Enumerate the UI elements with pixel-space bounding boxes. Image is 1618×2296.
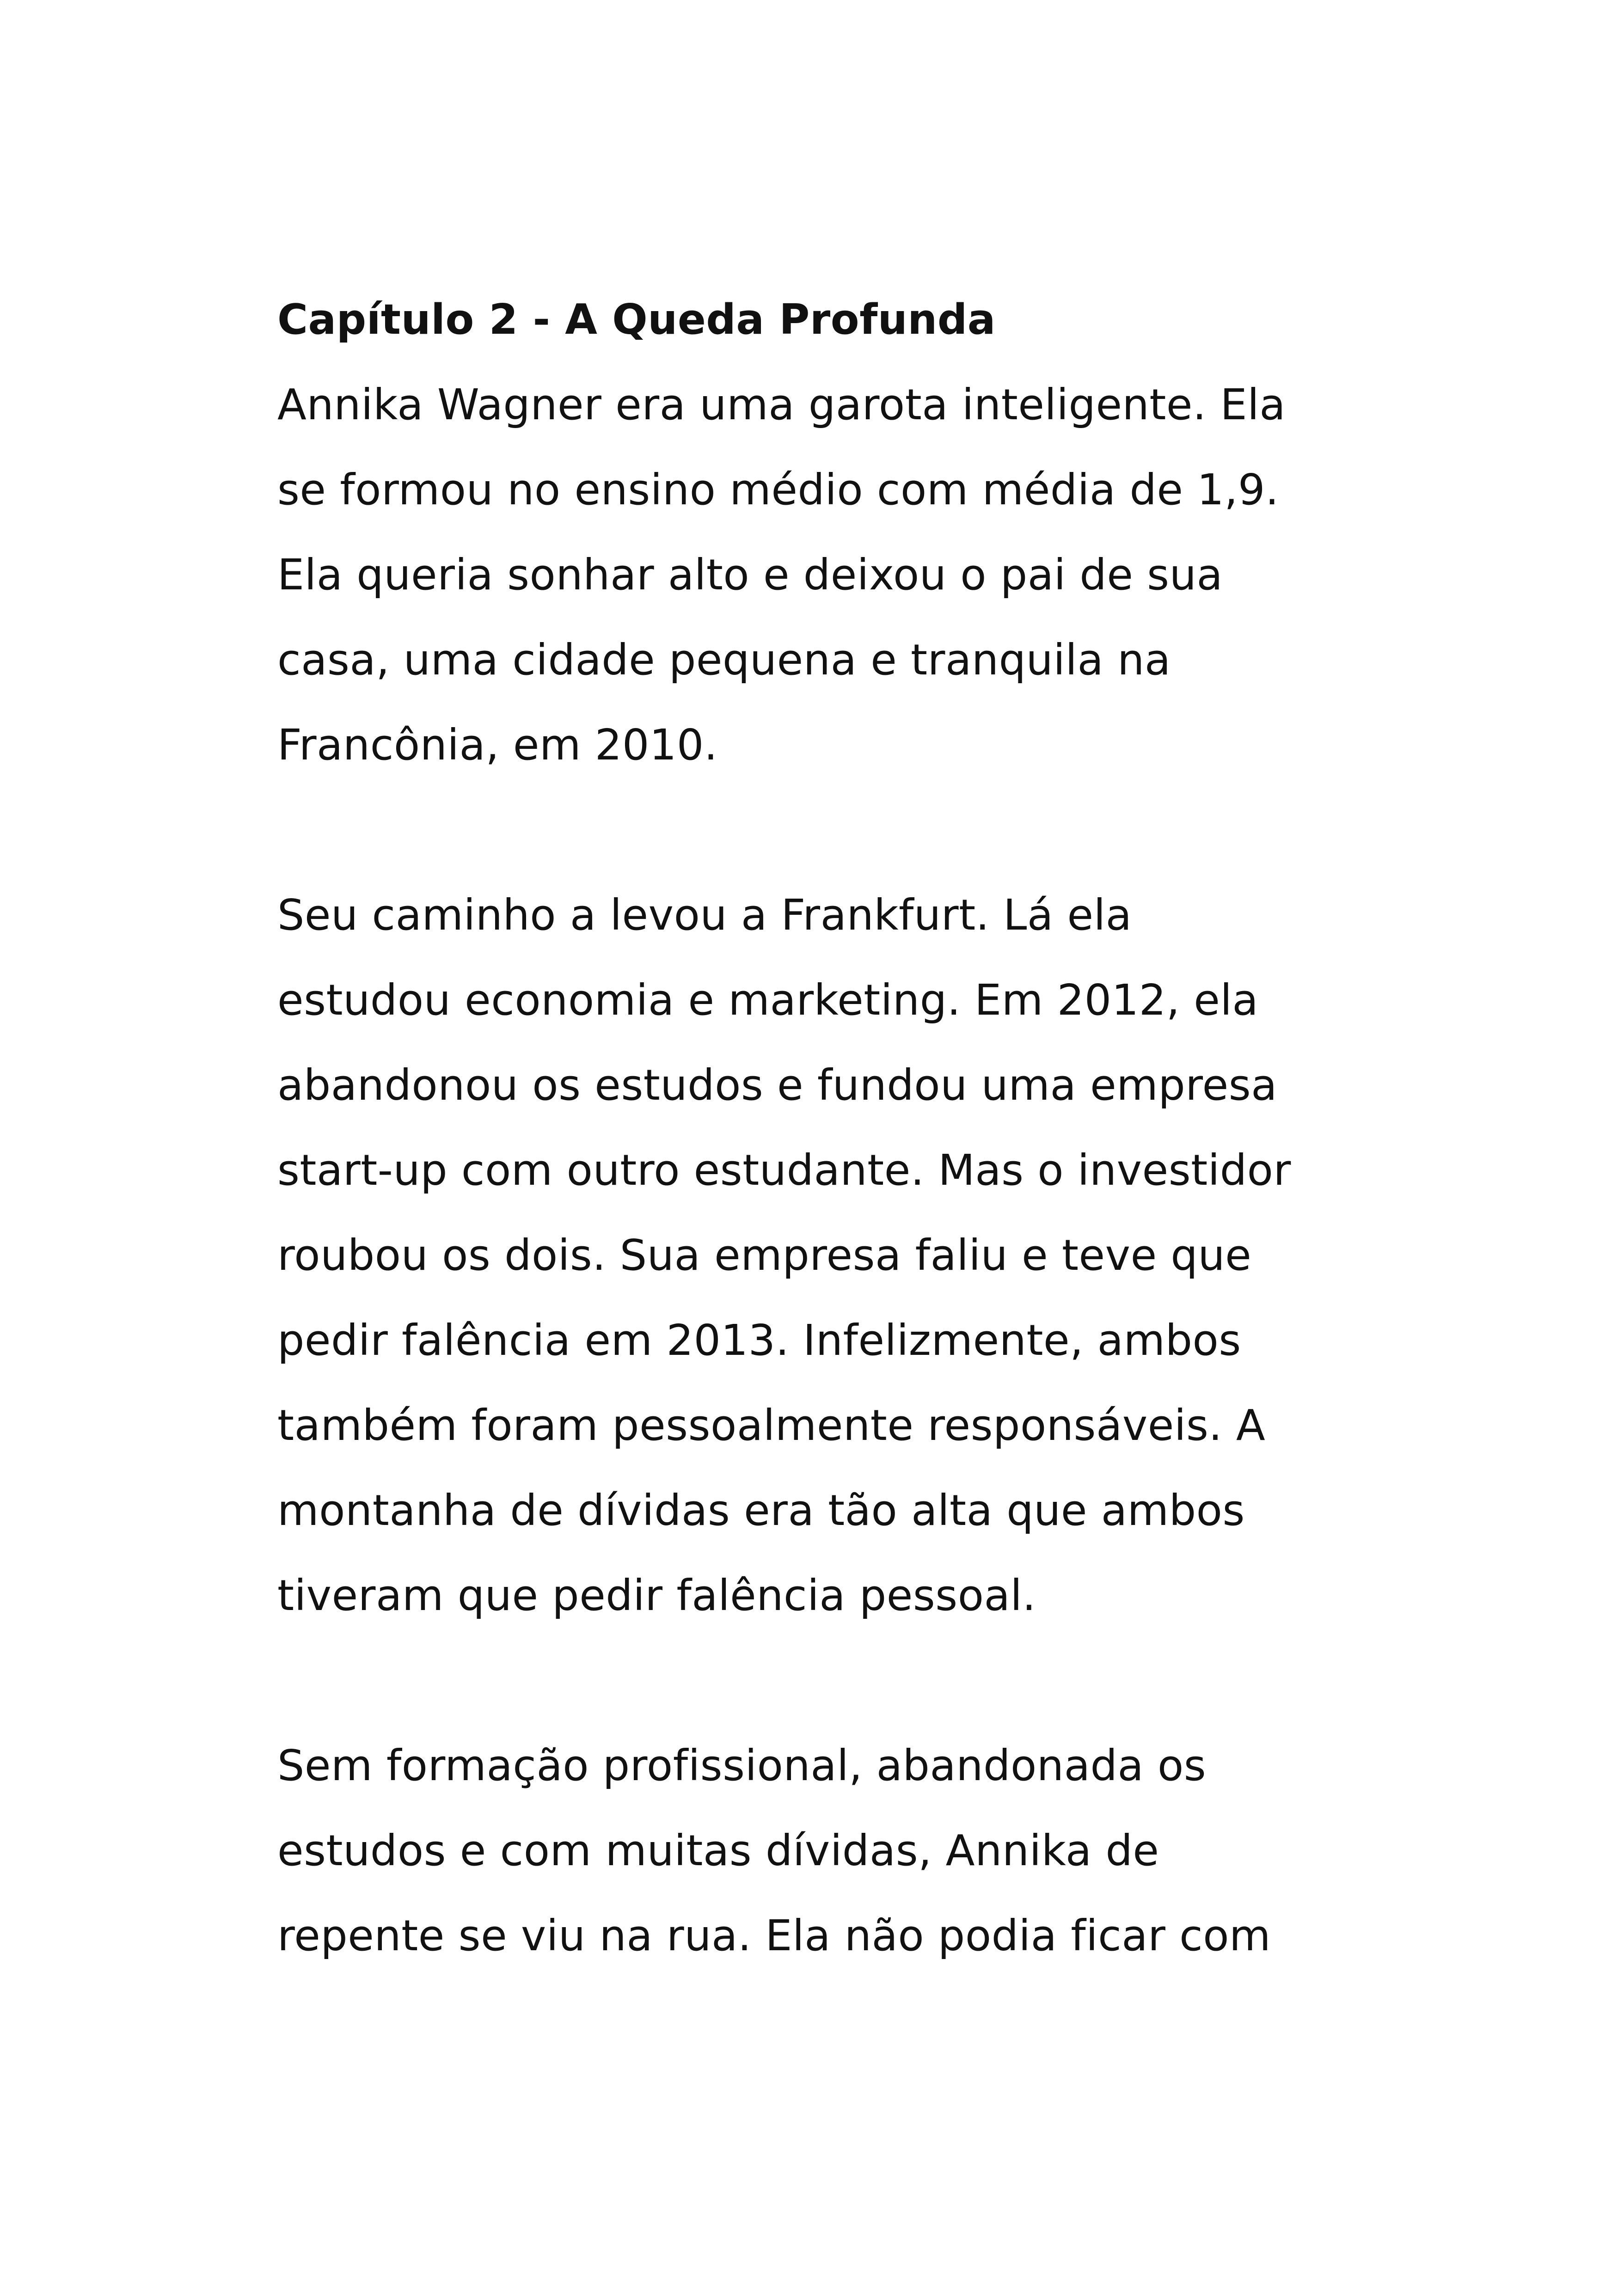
paragraph-2-line-1: Seu caminho a levou a Frankfurt. Lá ela bbox=[277, 890, 1132, 940]
paragraph-2-line-5: roubou os dois. Sua empresa faliu e teve que bbox=[277, 1231, 1252, 1280]
paragraph-2-line-9: tiveram que pedir falência pessoal. bbox=[277, 1571, 1036, 1620]
paragraph-3-line-2: estudos e com muitas dívidas, Annika de bbox=[277, 1826, 1159, 1875]
paragraph-1-line-5: Francônia, em 2010. bbox=[277, 720, 718, 770]
paragraph-2-line-7: também foram pessoalmente responsáveis. A bbox=[277, 1401, 1266, 1450]
paragraph-2-line-6: pedir falência em 2013. Infelizmente, ambos bbox=[277, 1316, 1241, 1365]
paragraph-spacer bbox=[277, 1638, 1387, 1723]
paragraph-2-line-4: start-up com outro estudante. Mas o investidor bbox=[277, 1145, 1291, 1195]
paragraph-1-line-2: se formou no ensino médio com média de 1,9. bbox=[277, 465, 1279, 514]
paragraph-2-line-2: estudou economia e marketing. Em 2012, ela bbox=[277, 975, 1259, 1025]
paragraph-1-line-3: Ela queria sonhar alto e deixou o pai de sua bbox=[277, 550, 1223, 600]
paragraph-1-line-4: casa, uma cidade pequena e tranquila na bbox=[277, 635, 1171, 685]
paragraph-3-line-1: Sem formação profissional, abandonada os bbox=[277, 1741, 1207, 1790]
paragraph-1-line-1: Annika Wagner era uma garota inteligente. Ela bbox=[277, 380, 1286, 429]
chapter-text bbox=[277, 277, 1387, 1978]
paragraph-2-line-3: abandonou os estudos e fundou uma empresa bbox=[277, 1060, 1278, 1110]
paragraph-3-line-3: repente se viu na rua. Ela não podia ficar com bbox=[277, 1911, 1271, 1960]
paragraph-2-line-8: montanha de dívidas era tão alta que ambos bbox=[277, 1486, 1245, 1535]
paragraph-spacer bbox=[277, 788, 1387, 873]
chapter-title: Capítulo 2 - A Queda Profunda bbox=[277, 295, 996, 344]
